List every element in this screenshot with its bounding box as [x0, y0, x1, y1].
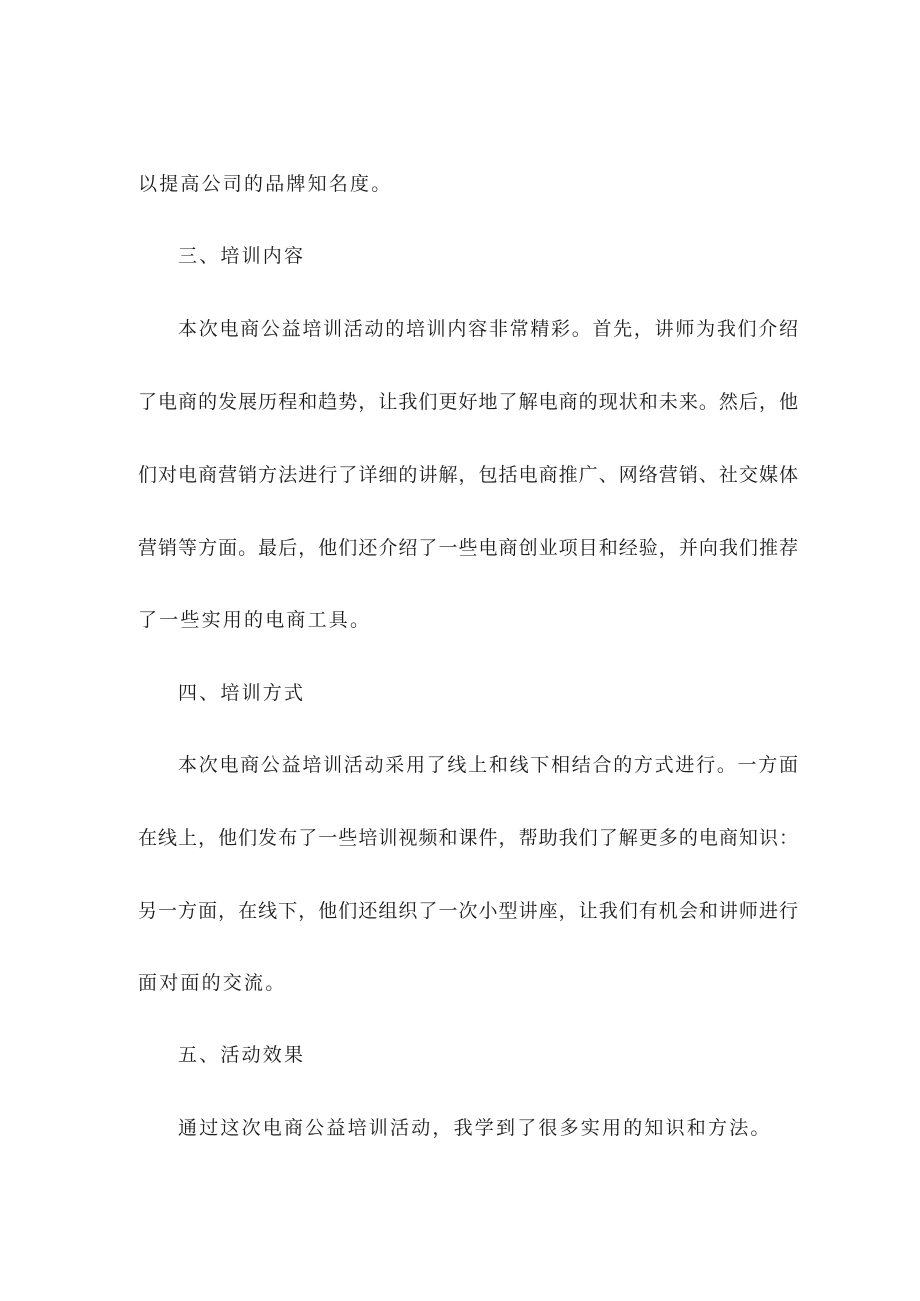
- paragraph-line: 本次电商公益培训活动的培训内容非常精彩。首先，讲师为我们介绍: [178, 318, 798, 340]
- paragraph-line: 另一方面，在线下，他们还组织了一次小型讲座，让我们有机会和讲师进行: [138, 900, 798, 922]
- paragraph-line: 了一些实用的电商工具。: [138, 609, 372, 631]
- paragraph-line: 本次电商公益培训活动采用了线上和线下相结合的方式进行。一方面: [178, 754, 798, 776]
- paragraph-line: 们对电商营销方法进行了详细的讲解，包括电商推广、网络营销、社交媒体: [138, 464, 798, 486]
- paragraph-line: 面对面的交流。: [138, 972, 287, 994]
- paragraph-line: 通过这次电商公益培训活动，我学到了很多实用的知识和方法。: [178, 1117, 772, 1139]
- paragraph-line: 在线上，他们发布了一些培训视频和课件，帮助我们了解更多的电商知识：: [138, 827, 798, 849]
- section-heading-training-content: 三、培训内容: [178, 245, 306, 267]
- paragraph-line: 以提高公司的品牌知名度。: [138, 173, 393, 195]
- section-heading-activity-effect: 五、活动效果: [178, 1044, 306, 1066]
- section-heading-training-method: 四、培训方式: [178, 682, 306, 704]
- paragraph-line: 营销等方面。最后，他们还介绍了一些电商创业项目和经验，并向我们推荐: [138, 537, 798, 559]
- paragraph-line: 了电商的发展历程和趋势，让我们更好地了解电商的现状和未来。然后，他: [138, 391, 798, 413]
